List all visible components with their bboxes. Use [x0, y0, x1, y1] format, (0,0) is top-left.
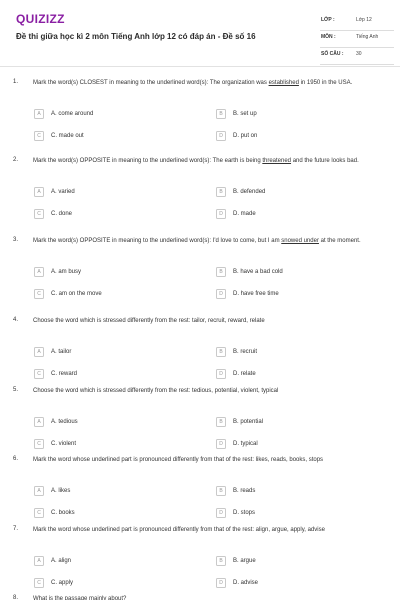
option-text: B. potential: [233, 418, 264, 425]
option-letter-box: C: [34, 439, 44, 449]
option-letter-box: A: [34, 556, 44, 566]
question-number: 8.: [13, 595, 19, 600]
option-text: A. come around: [51, 110, 94, 117]
option-text: D. relate: [233, 370, 256, 377]
option-letter-box: C: [34, 508, 44, 518]
option-letter-box: D: [216, 369, 226, 379]
question-number: 5.: [13, 387, 19, 393]
option-text: C. books: [51, 509, 75, 516]
option-letter-box: C: [34, 578, 44, 588]
meta-row-grade: [320, 14, 394, 31]
question-text-lead: Mark the word(s) OPPOSITE in meaning to the underlined word(s): The earth is being: [33, 158, 263, 164]
question-number: 4.: [13, 317, 19, 323]
question-text-lead: Mark the word(s) OPPOSITE in meaning to the underlined word(s): I'd love to come, but I am: [33, 238, 282, 244]
option-letter-box: B: [216, 556, 226, 566]
option-text: C. am on the move: [51, 290, 102, 297]
option-text: A. align: [51, 557, 72, 564]
option-letter-box: A: [34, 187, 44, 197]
option-text: D. typical: [233, 440, 258, 447]
option-text: C. violent: [51, 440, 77, 447]
option-letter-box: A: [34, 267, 44, 277]
option-letter-box: B: [216, 187, 226, 197]
option-text: B. reads: [233, 487, 256, 494]
underlined-word: snowed under: [281, 238, 319, 244]
document-title: Đề thi giữa học kì 2 môn Tiếng Anh lớp 12 có đáp án - Đề số 16: [16, 32, 256, 41]
option-text: B. have a bad cold: [233, 268, 283, 275]
option-text: A. am busy: [51, 268, 82, 275]
option-letter-box: B: [216, 417, 226, 427]
option-text: B. recruit: [233, 348, 258, 355]
option-text: D. have free time: [233, 290, 279, 297]
option-text: C. reward: [51, 370, 78, 377]
option-letter-box: A: [34, 347, 44, 357]
question-text-lead: Choose the word which is stressed differently from the rest: tailor, recruit, reward, relate: [33, 318, 265, 324]
option-letter-box: B: [216, 486, 226, 496]
question-text: [33, 237, 388, 246]
question-number: 6.: [13, 456, 19, 462]
option-text: D. put on: [233, 132, 258, 139]
question-text-lead: Mark the word(s) CLOSEST in meaning to the underlined word(s): The organization was: [33, 80, 269, 86]
subject-value: Tiếng Anh: [356, 34, 379, 40]
question-number: 7.: [13, 526, 19, 532]
question-text: [33, 595, 388, 600]
option-letter-box: D: [216, 578, 226, 588]
question-text: [33, 79, 388, 88]
question-text-lead: Mark the word whose underlined part is pronounced differently from that of the rest: align, argue, apply, advise: [33, 527, 325, 533]
question-text: [33, 157, 388, 166]
question-number: 2.: [13, 157, 19, 163]
question-count-value: 30: [356, 51, 362, 57]
question-text: [33, 456, 388, 465]
option-letter-box: D: [216, 508, 226, 518]
option-letter-box: B: [216, 347, 226, 357]
option-text: B. argue: [233, 557, 256, 564]
option-text: B. defended: [233, 188, 266, 195]
option-text: B. set up: [233, 110, 257, 117]
option-letter-box: A: [34, 109, 44, 119]
option-text: D. made: [233, 210, 256, 217]
option-letter-box: B: [216, 109, 226, 119]
option-text: D. advise: [233, 579, 259, 586]
option-letter-box: D: [216, 209, 226, 219]
underlined-word: threatened: [262, 158, 292, 164]
option-letter-box: D: [216, 131, 226, 141]
grade-label: LỚP :: [321, 17, 335, 23]
question-text-lead: Mark the word whose underlined part is pronounced differently from that of the rest: likes, reads, books, stops: [33, 457, 324, 463]
option-text: C. done: [51, 210, 73, 217]
quizizz-logo: QUIZIZZ: [16, 12, 65, 26]
page-header: [0, 0, 400, 62]
question-text-lead: What is the passage mainly about?: [33, 596, 127, 600]
option-text: A. likes: [51, 487, 71, 494]
option-text: C. apply: [51, 579, 74, 586]
question-text: [33, 387, 388, 396]
option-letter-box: C: [34, 209, 44, 219]
question-text-lead: Choose the word which is stressed differently from the rest: tedious, potential, violent, typical: [33, 388, 279, 394]
question-number: 1.: [13, 79, 19, 85]
question-text-tail: at the moment.: [318, 238, 361, 244]
underlined-word: established: [268, 80, 299, 86]
grade-value: Lớp 12: [356, 17, 372, 23]
header-divider: [0, 66, 400, 67]
option-letter-box: C: [34, 369, 44, 379]
option-text: A. varied: [51, 188, 75, 195]
option-letter-box: C: [34, 289, 44, 299]
meta-info-table: [320, 14, 394, 65]
option-text: C. made out: [51, 132, 84, 139]
question-text: [33, 317, 388, 326]
meta-row-subject: [320, 31, 394, 48]
option-text: D. stops: [233, 509, 256, 516]
option-letter-box: A: [34, 417, 44, 427]
option-text: A. tedious: [51, 418, 78, 425]
question-number: 3.: [13, 237, 19, 243]
question-count-label: SỐ CÂU :: [321, 51, 344, 57]
question-text-tail: and the future looks bad.: [291, 158, 359, 164]
question-text: [33, 526, 388, 535]
option-letter-box: D: [216, 289, 226, 299]
subject-label: MÔN :: [321, 34, 336, 40]
option-letter-box: B: [216, 267, 226, 277]
question-text-tail: in 1950 in the USA.: [298, 80, 353, 86]
option-text: A. tailor: [51, 348, 72, 355]
option-letter-box: C: [34, 131, 44, 141]
option-letter-box: A: [34, 486, 44, 496]
option-letter-box: D: [216, 439, 226, 449]
meta-row-question-count: [320, 48, 394, 65]
